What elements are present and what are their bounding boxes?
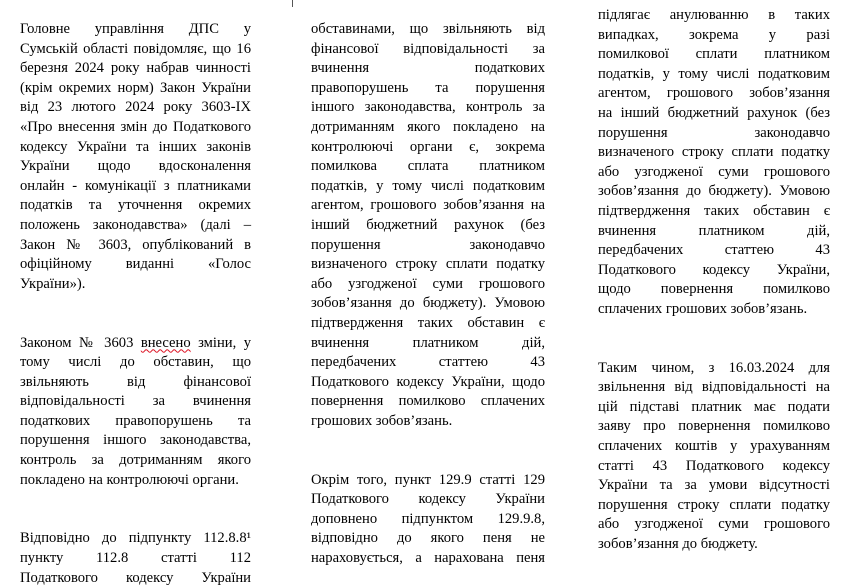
text-line: (крім окремих норм) Закон України (20, 79, 251, 96)
text-line: податків, у тому числі податковим (598, 65, 830, 82)
text-line: порушення законодавчо (311, 236, 545, 253)
text-line: звільнення від відповідальності на (598, 379, 830, 396)
text-line: Сумській області повідомляє, що 16 (20, 40, 251, 57)
text-line: звільняють від фінансової (20, 373, 251, 390)
text-line: Податкового кодексу України (20, 569, 251, 586)
text-line: покладено на контролюючі органи. (20, 471, 239, 488)
text-line: статті 43 Податкового кодексу (598, 457, 830, 474)
paragraph (598, 6, 830, 320)
text-line: Податкового кодексу України, (598, 261, 830, 278)
text-line: березня 2024 року набрав чинності (20, 60, 251, 77)
text-column-2 (311, 20, 545, 569)
text-line: відповідно до якого пеня не (311, 530, 545, 547)
text-line: порушення іншого законодавства, (20, 432, 251, 449)
paragraph-spacer (20, 490, 251, 529)
text-line: Податкового кодексу України, щодо (311, 373, 545, 390)
text-line: Окрім того, пункт 129.9 статті 129 (311, 471, 545, 488)
text-line: повернення помилково сплачених (311, 393, 545, 410)
text-line: підтвердження таких обставин є (598, 202, 830, 219)
paragraph (311, 471, 545, 569)
text-column-1 (20, 20, 251, 588)
text-line: визначеного строку сплати податку (598, 144, 830, 161)
paragraph-spacer (20, 294, 251, 333)
text-line: вчинення платником дій, (598, 222, 830, 239)
text-line: або узгодженої суми грошового (598, 163, 830, 180)
text-line: Податкового кодексу України (311, 491, 545, 508)
text-line: щодо повернення помилково (598, 281, 830, 298)
text-line: податків та уточнення окремих (20, 197, 251, 214)
text-line: контроль за дотриманням якого (20, 452, 251, 469)
text-line: «Про внесення змін до Податкового (20, 118, 251, 135)
text-line: Закон № 3603, опублікований в (20, 236, 251, 253)
text-line: іншого законодавства, контроль за (311, 99, 545, 116)
text-line: зобов’язання до бюджету). Умовою (311, 295, 545, 312)
text-line: Законом № 3603 внесено зміни, у (20, 334, 251, 351)
text-line: тому числі до обставин, що (20, 354, 251, 371)
text-line: Відповідно до підпункту 112.8.8¹ (20, 530, 251, 547)
text-line: відповідальності за вчинення (20, 393, 251, 410)
text-line: грошових зобов’язань. (311, 412, 453, 429)
text-line: заяву про повернення помилково (598, 418, 830, 435)
text-line: пункту 112.8 статті 112 (20, 550, 251, 567)
text-line: цій підставі платник має подати (598, 398, 830, 415)
text-line: фінансової відповідальності за (311, 40, 545, 57)
paragraph-spacer (311, 431, 545, 470)
text-line: помилкова сплата платником (311, 158, 545, 175)
text-line: визначеного строку сплати податку (311, 256, 545, 273)
text-line: помилкової сплати платником (598, 46, 830, 63)
text-line: онлайн - комунікації з платниками (20, 177, 251, 194)
text-line: інший бюджетний рахунок (без (311, 216, 545, 233)
text-line: правопорушень та порушення (311, 79, 545, 96)
text-line: зобов’язання до бюджету). Умовою (598, 183, 830, 200)
text-line: випадках, зокрема у разі (598, 26, 830, 43)
text-line: доповнено підпунктом 129.9.8, (311, 510, 545, 527)
text-line: контролюючі органи є, зокрема (311, 138, 545, 155)
text-line: Таким чином, з 16.03.2024 для (598, 359, 830, 376)
text-line: порушення законодавчо (598, 124, 830, 141)
text-line: або узгодженої суми грошового (598, 516, 830, 533)
text-line: порушення строку сплати податку (598, 496, 830, 513)
text-line: обставинами, що звільняють від (311, 21, 545, 37)
text-line: України та за умови відсутності (598, 477, 830, 494)
paragraph-spacer (598, 320, 830, 359)
text-line: кодексу України та інших законів (20, 138, 251, 155)
text-line: підлягає анулюванню в таких (598, 7, 830, 23)
paragraph (20, 20, 251, 294)
text-column-3 (598, 6, 830, 555)
text-line: положень законодавства» (далі – (20, 216, 251, 233)
text-line: Головне управління ДПС у (20, 21, 251, 37)
text-line: від 23 лютого 2024 року 3603-IX (20, 99, 251, 116)
text-line: на інший бюджетний рахунок (без (598, 104, 830, 121)
text-line: передбачених статтею 43 (311, 354, 545, 371)
text-line: підтвердження таких обставин є (311, 314, 545, 331)
text-line: сплачених грошових зобов’язань. (598, 300, 808, 317)
text-line: податків, у тому числі податковим (311, 177, 545, 194)
paragraph (20, 529, 251, 588)
text-line: податкових правопорушень та (20, 412, 251, 429)
text-line: вчинення платником дій, (311, 334, 545, 351)
spellcheck-flagged-word: внесено (140, 334, 191, 351)
column-boundary-marker (292, 0, 293, 7)
text-line: нараховується, а нарахована пеня (311, 550, 545, 567)
text-line: зобов’язання до бюджету. (598, 536, 758, 553)
text-line: агентом, грошового зобов’язання (598, 85, 830, 102)
text-line: України щодо вдосконалення (20, 158, 251, 175)
text-line: агентом, грошового зобов’язання на (311, 197, 545, 214)
paragraph (20, 334, 251, 491)
paragraph (598, 359, 830, 555)
text-line: офіційному виданні «Голос (20, 256, 251, 273)
text-line: дотриманням якого покладено на (311, 118, 545, 135)
paragraph (311, 20, 545, 431)
text-line: вчинення податкових (311, 60, 545, 77)
text-line: передбачених статтею 43 (598, 242, 830, 259)
text-line: сплачених коштів у урахуванням (598, 438, 830, 455)
text-line: України»). (20, 275, 86, 292)
text-line: або узгодженої суми грошового (311, 275, 545, 292)
